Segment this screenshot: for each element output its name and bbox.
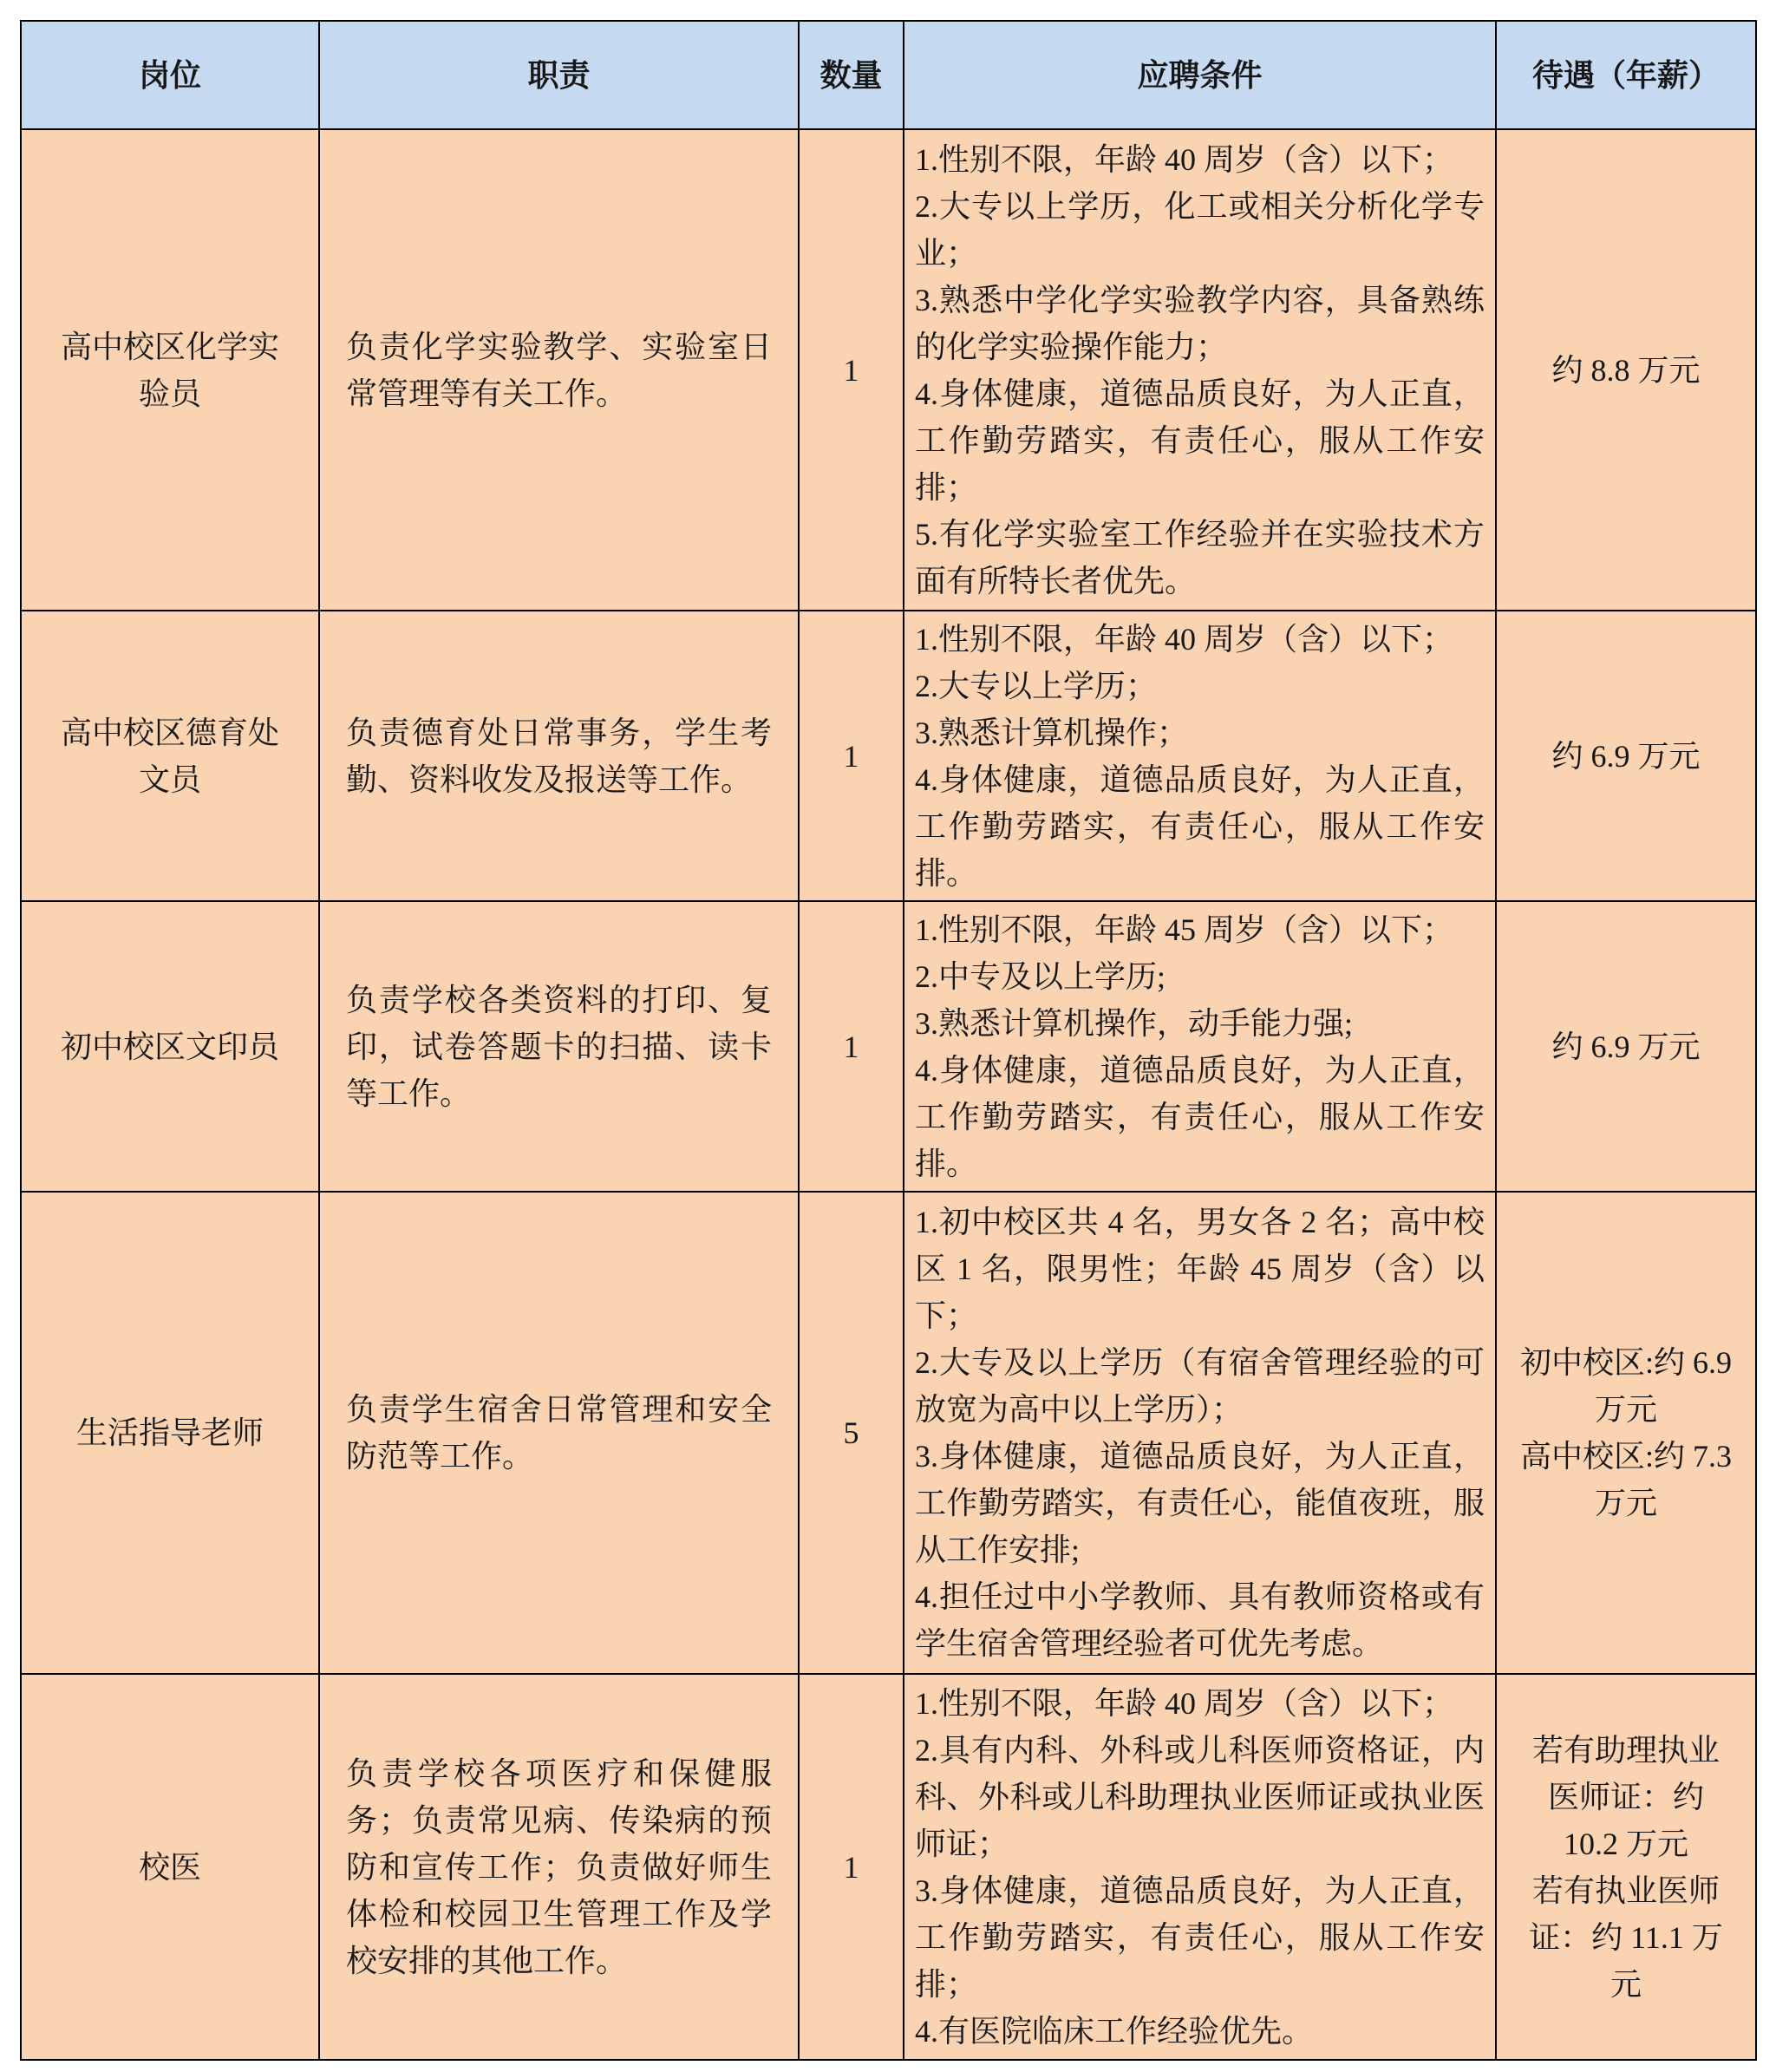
duties-cell: [319, 1192, 799, 1674]
header-salary: 待遇（年薪）: [1496, 21, 1756, 129]
salary-item: 若有助理执业医师证：约 10.2 万元: [1531, 1732, 1720, 1861]
requirement-item: 4.身体健康，道德品质良好，为人正直，工作勤劳踏实，有责任心，服从工作安排。: [915, 761, 1485, 891]
position-title: 生活指导老师: [75, 1415, 264, 1450]
position-title: 校医: [138, 1849, 201, 1885]
header-row: [21, 21, 1756, 129]
requirement-item: 4.有医院临床工作经验优先。: [915, 2013, 1314, 2049]
count-value: 5: [843, 1415, 859, 1450]
salary-item: 初中校区:约 6.9 万元: [1519, 1345, 1732, 1427]
requirement-item: 3.熟悉计算机操作；: [915, 715, 1189, 750]
header-count: 数量: [799, 21, 904, 129]
count-cell: [799, 611, 904, 901]
salary-cell: [1496, 1674, 1756, 2060]
count-value: 1: [843, 352, 859, 388]
salary-item: 若有执业医师证：约 11.1 万元: [1529, 1873, 1723, 2002]
header-duties: 职责: [319, 21, 799, 129]
position-cell: [21, 901, 319, 1192]
recruitment-table: [20, 20, 1757, 2061]
header-requirements: 应聘条件: [904, 21, 1496, 129]
requirement-item: 3.身体健康，道德品质良好，为人正直，工作勤劳踏实，有责任心，服从工作安排；: [915, 1873, 1485, 2002]
salary-cell: [1496, 901, 1756, 1192]
duties-text: 负责学校各项医疗和保健服务；负责常见病、传染病的预防和宣传工作；负责做好师生体检和校园卫生管理工作及学校安排的其他工作。: [346, 1755, 772, 1978]
position-title: 高中校区德育处文员: [60, 715, 279, 797]
count-cell: [799, 1192, 904, 1674]
table-row: [21, 901, 1756, 1192]
count-cell: [799, 1674, 904, 2060]
requirement-item: 2.中专及以上学历;: [915, 958, 1166, 994]
requirements-cell: [904, 129, 1496, 611]
salary-cell: [1496, 611, 1756, 901]
count-value: 1: [843, 1849, 859, 1885]
requirement-item: 1.性别不限，年龄 40 周岁（含）以下；: [915, 141, 1454, 177]
duties-cell: [319, 611, 799, 901]
duties-cell: [319, 1674, 799, 2060]
requirement-item: 1.性别不限，年龄 40 周岁（含）以下；: [915, 621, 1454, 657]
requirements-cell: [904, 1192, 1496, 1674]
requirement-item: 3.熟悉中学化学实验教学内容，具备熟练的化学实验操作能力；: [915, 282, 1485, 364]
duties-text: 负责德育处日常事务，学生考勤、资料收发及报送等工作。: [346, 715, 772, 797]
requirement-item: 1.性别不限，年龄 45 周岁（含）以下；: [915, 912, 1454, 947]
requirements-cell: [904, 1674, 1496, 2060]
count-value: 1: [843, 738, 859, 774]
requirements-cell: [904, 901, 1496, 1192]
salary-item: 约 6.9 万元: [1551, 738, 1701, 774]
salary-item: 高中校区:约 7.3 万元: [1519, 1439, 1732, 1520]
requirement-item: 2.大专以上学历，化工或相关分析化学专业；: [915, 188, 1485, 271]
requirement-item: 1.初中校区共 4 名，男女各 2 名；高中校区 1 名，限男性；年龄 45 周岁（含）以下；: [915, 1205, 1485, 1333]
requirement-item: 4.身体健康，道德品质良好，为人正直，工作勤劳踏实，有责任心，服从工作安排。: [915, 1052, 1485, 1181]
requirement-item: 4.身体健康，道德品质良好，为人正直，工作勤劳踏实，有责任心，服从工作安排；: [915, 376, 1485, 505]
duties-cell: [319, 129, 799, 611]
duties-text: 负责学生宿舍日常管理和安全防范等工作。: [346, 1392, 772, 1474]
salary-item: 约 8.8 万元: [1551, 352, 1701, 388]
table-row: [21, 129, 1756, 611]
position-cell: [21, 1192, 319, 1674]
salary-item: 约 6.9 万元: [1551, 1029, 1701, 1064]
header-position: 岗位: [21, 21, 319, 129]
duties-text: 负责学校各类资料的打印、复印，试卷答题卡的扫描、读卡等工作。: [346, 982, 772, 1111]
position-cell: [21, 1674, 319, 2060]
count-value: 1: [843, 1029, 859, 1064]
requirement-item: 4.担任过中小学教师、具有教师资格或有学生宿舍管理经验者可优先考虑。: [915, 1579, 1485, 1661]
table-row: [21, 1192, 1756, 1674]
table-row: [21, 611, 1756, 901]
requirements-cell: [904, 611, 1496, 901]
position-cell: [21, 611, 319, 901]
position-title: 初中校区文印员: [60, 1029, 279, 1064]
requirement-item: 2.大专及以上学历（有宿舍管理经验的可放宽为高中以上学历）；: [915, 1345, 1485, 1427]
requirement-item: 2.大专以上学历；: [915, 668, 1158, 703]
count-cell: [799, 901, 904, 1192]
duties-cell: [319, 901, 799, 1192]
requirement-item: 3.熟悉计算机操作，动手能力强;: [915, 1005, 1354, 1041]
table-row: [21, 1674, 1756, 2060]
requirement-item: 3.身体健康，道德品质良好，为人正直，工作勤劳踏实，有责任心，能值夜班，服从工作安排;: [915, 1439, 1485, 1567]
position-cell: [21, 129, 319, 611]
salary-cell: [1496, 129, 1756, 611]
count-cell: [799, 129, 904, 611]
requirement-item: 2.具有内科、外科或儿科医师资格证，内科、外科或儿科助理执业医师证或执业医师证；: [915, 1732, 1485, 1861]
duties-text: 负责化学实验教学、实验室日常管理等有关工作。: [346, 329, 772, 411]
requirement-item: 5.有化学实验室工作经验并在实验技术方面有所特长者优先。: [915, 516, 1485, 598]
requirement-item: 1.性别不限，年龄 40 周岁（含）以下；: [915, 1685, 1454, 1721]
position-title: 高中校区化学实验员: [60, 329, 279, 411]
salary-cell: [1496, 1192, 1756, 1674]
